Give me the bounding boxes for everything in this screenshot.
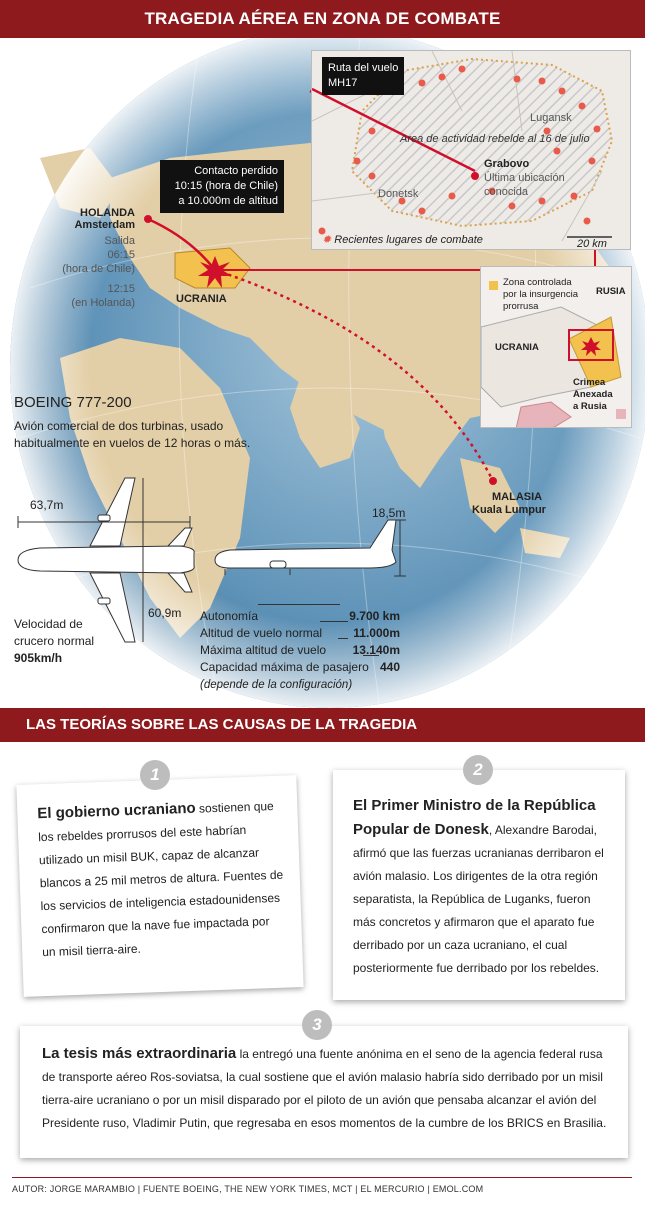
theory-card-2 bbox=[333, 770, 625, 1000]
destination-city: Kuala Lumpur bbox=[472, 504, 546, 516]
wingspan-label: 63,7m bbox=[30, 498, 64, 512]
plane-diagrams bbox=[0, 38, 645, 708]
map-section: HOLANDA Amsterdam Salida 06:15 (hora de Chile) 12:15 (en Holanda) Contacto perdido 10:15 (hora de Chile) a 10.000m de altitud UCRANIA MALASIA Kuala Lumpur Ruta del vuelo MH17 Lugansk Area de actividad rebelde al 16 de julio Grabovo Última ubicación conocida Donetsk ✹ Recientes lugares de combate 20 km Zona controlada por la insurgencia prorrusa RUSIA UCRANIA Crimea Anexada a Rusia BOEING 777-200 Avión comercial de dos turbinas, usado habitualmente en vuelos de 12 horas o más. 63,7m 60,9m 18,5m Velocidad de crucero normal 905km/h Autonomía 9.700 km Altitud de vuelo normal 11.000m Máxima altitud de vuelo 13.140m Capacidad máxima de pasajero 440 (depende de la configuración) bbox=[0, 38, 645, 708]
plane-side-view-icon bbox=[215, 520, 396, 575]
footer-divider bbox=[12, 1177, 632, 1178]
contact-lost-line2: 10:15 (hora de Chile) bbox=[174, 180, 278, 192]
departure-tz-nl: (en Holanda) bbox=[71, 297, 135, 309]
theory-card-1 bbox=[16, 775, 303, 997]
theory-3-text: la entregó una fuente anónima en el seno de la agencia federal rusa de transporte aéreo Ros-soviatsa, la cual sostiene que el avión malasio habría sido derribado por un misil tierra-aire ucraniano o por un misil disparado por el piloto de un avión que pensaba alcanzar el avión del Presidente ruso, Vladimir Putin, que regresaba en esos momentos de la cumbre de los BRICS en Brasilia. bbox=[42, 1047, 607, 1130]
contact-lost-line1: Contacto perdido bbox=[194, 165, 278, 177]
theory-2-number: 2 bbox=[463, 755, 493, 785]
theory-1-text: sostienen que los rebeldes prorrusos del este habrían utilizado un misil BUK, capaz de alcanzar blancos a 25 mil metros de altura. Fuentes de los servicios de inteligencia estadounidenses confirmaron que la nave fue impactada por un misil tierra-aire. bbox=[37, 798, 284, 960]
cruise-speed: Velocidad de crucero normal 905km/h bbox=[14, 617, 95, 665]
height-label: 18,5m bbox=[372, 506, 406, 520]
grabovo-label: Grabovo bbox=[484, 158, 530, 170]
destination-country: MALASIA bbox=[492, 491, 543, 503]
theory-3-lead: La tesis más extraordinaria bbox=[42, 1045, 237, 1062]
lugansk-label: Lugansk bbox=[530, 112, 572, 124]
last-location-line2: conocida bbox=[484, 186, 529, 198]
plane-description: Avión comercial de dos turbinas, usado habitualmente en vuelos de 12 horas o más. bbox=[14, 419, 251, 450]
theory-card-3 bbox=[20, 1026, 628, 1158]
rebel-area-label: Area de actividad rebelde al 16 de julio bbox=[400, 133, 590, 145]
combat-site-legend-icon: ✹ bbox=[322, 234, 332, 246]
contact-lost-line3: a 10.000m de altitud bbox=[178, 195, 278, 207]
departure-time-nl: 12:15 bbox=[107, 283, 135, 295]
length-label: 60,9m bbox=[148, 606, 182, 620]
theory-2-lead: El Primer Ministro de la República Popular de Donesk bbox=[353, 797, 596, 838]
theories-title: LAS TEORÍAS SOBRE LAS CAUSAS DE LA TRAGEDIA bbox=[0, 708, 645, 742]
donetsk-label: Donetsk bbox=[378, 188, 419, 200]
departure-time-chile: 06:15 bbox=[107, 249, 135, 261]
crash-country-label: UCRANIA bbox=[176, 293, 227, 305]
specs-note: (depende de la configuración) bbox=[200, 679, 353, 691]
russia-label: RUSIA bbox=[596, 286, 626, 297]
origin-country: HOLANDA bbox=[80, 207, 135, 219]
page-title: TRAGEDIA AÉREA EN ZONA DE COMBATE bbox=[0, 0, 645, 38]
scale-label: 20 km bbox=[577, 238, 607, 250]
departure-label: Salida bbox=[104, 235, 135, 247]
ukraine-label: UCRANIA bbox=[495, 342, 539, 353]
theory-2-text: , Alexandre Barodai, afirmó que las fuerzas ucranianas derribaron el avión malasio. Los dirigentes de la otra región separatista, la República de Luganks, fueron más concretos y afirmaron que el aparato fue derribado por un caza ucraniano, el cual posteriormente fue derribado por los rebeldes. bbox=[353, 823, 604, 975]
crimea-label: Crimea Anexada a Rusia bbox=[573, 377, 613, 412]
theory-1-lead: El gobierno ucraniano bbox=[37, 799, 196, 823]
route-label-box: Ruta del vuelo MH17 bbox=[322, 57, 404, 95]
plane-model: BOEING 777-200 bbox=[14, 394, 132, 411]
last-location-line1: Última ubicación bbox=[484, 172, 565, 184]
zone-legend: Zona controlada por la insurgencia prorrusa bbox=[503, 277, 578, 312]
footer-credits: AUTOR: JORGE MARAMBIO | FUENTE BOEING, THE NEW YORK TIMES, MCT | EL MERCURIO | EMOL.COM bbox=[12, 1184, 484, 1194]
combat-legend: ✹ Recientes lugares de combate bbox=[322, 234, 483, 246]
theory-3-number: 3 bbox=[302, 1010, 332, 1040]
origin-city: Amsterdam bbox=[74, 219, 135, 231]
theory-1-number: 1 bbox=[140, 760, 170, 790]
departure-tz-chile: (hora de Chile) bbox=[62, 263, 135, 275]
